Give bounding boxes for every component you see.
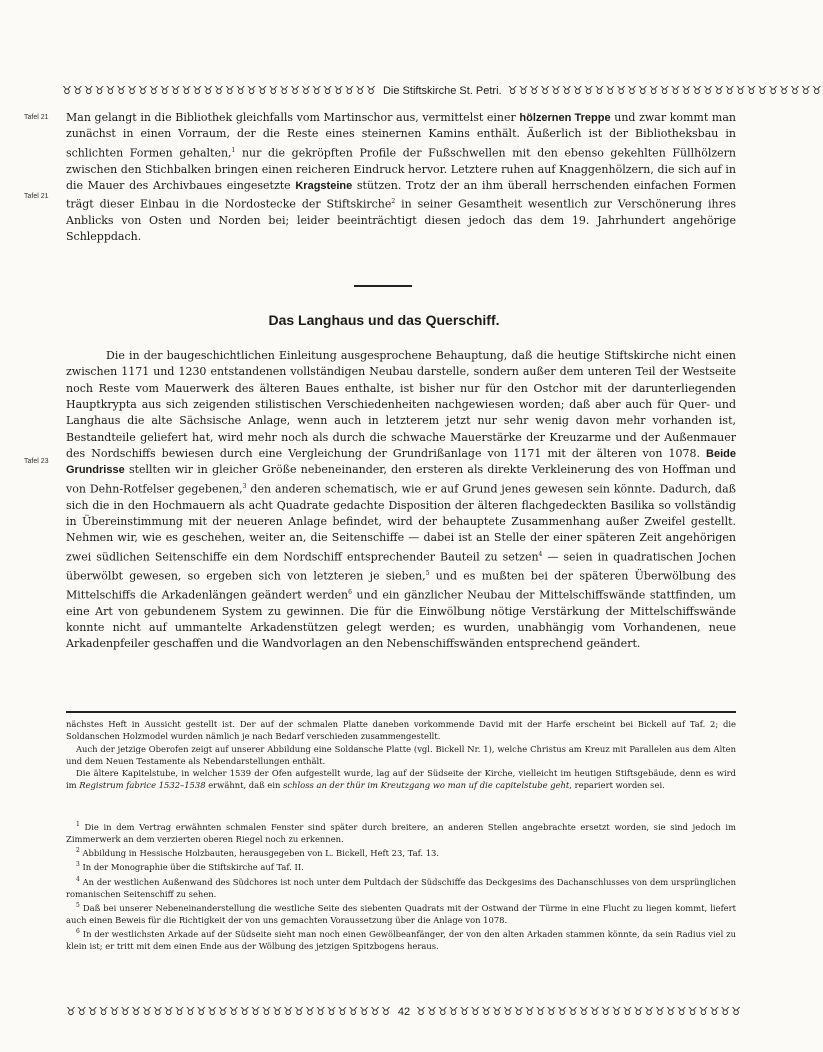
running-head-title: Die Stiftskirche St. Petri. [382,85,502,97]
footnote: $^4$ An der westlichen Außenwand des Südchores ist noch unter dem Pultdach der Südschiffe das Deckgesims des Dachanschlusses von dem ursprünglichen romanischen Seitenschiff zu sehen. [66,875,736,899]
emphasis: Kragsteine [295,179,353,192]
footnote-rule [66,711,736,713]
footer-ornament-left: ♉♉♉♉♉♉♉♉♉♉♉♉♉♉♉♉♉♉♉♉♉♉♉♉♉♉♉♉♉♉ [66,1005,392,1018]
footnote-ref: 5 [425,569,430,577]
emphasis: hölzernen Treppe [519,112,611,124]
footnote: $^2$ Abbildung in Hessische Holzbauten, herausgegeben von L. Bickell, Heft 23, Taf. 13. [76,847,440,859]
margin-note-plate: Tafel 23 [24,458,49,465]
header-ornament-left: ♉♉♉♉♉♉♉♉♉♉♉♉♉♉♉♉♉♉♉♉♉♉♉♉♉♉♉♉♉ [62,84,377,97]
footnote-text: nächstes Heft in Aussicht gestellt ist. Der auf der schmalen Platte daneben vorkommende David mit der Harfe erscheint bei Bickell auf Taf. 2; die Soldanschen Holzmodel wurden nämlich je nach Bedarf verschieden zusammengestellt. [66,719,736,742]
footnote-text: Auch der jetzige Oberofen zeigt auf unserer Abbildung eine Soldansche Platte (vgl. Bickell Nr. 1), welche Christus am Kreuz mit Parallelen aus dem Alten und dem Neuen Testamente als Nebendarstellungen enthält. [66,743,736,766]
section-title: Das Langhaus und das Querschiff. [268,312,500,328]
emphasis: Beide Grundrisse [66,448,736,477]
section-body: Die in der baugeschichtlichen Einleitung ausgesprochene Behauptung, daß die heutige Stiftskirche nicht einen zwischen 1171 und 1230 entstandenen vollständigen Neubau darstelle, sondern außer dem unteren Teil der Westseite noch Reste vom Mauerwerk des älteren Baues enthalte, ist bisher nur für den Ostchor mit der darunterliegenden Hauptkrypta aus sich zeigenden stilistischen Verschiedenheiten nachgewiesen worden; daß aber auch für Quer- und Langhaus die alte Sächsische Anlage, wenn auch in letzterem jetzt nur sehr wenig davon mehr vorhanden ist, Bestandteile geliefert hat, wird mehr noch als durch die schwache Mauerstärke der Kreuzarme und der Außenmauer des Nordschiffs bewiesen durch eine Vergleichung der Grundrißanlage von 1171 mit der älteren von 1078. Beide Grundrisse stellten wir in gleicher Größe nebeneinander, den ersteren als direkte Verkleinerung des von Hoffman und von Dehn-Rotfelser gegebenen,$^3$ den anderen schematisch, wie er auf Grund jenes gewesen sein könnte. Dadurch, daß sich die in den Hochmauern als acht Quadrate gedachte Disposition der älteren flachgedeckten Basilika so vollständig in Übereinstimmung mit der neueren Anlage befindet, wird der behauptete Zusammenhang außer Zweifel gestellt. Nehmen wir, wie es geschehen, weiter an, die Seitenschiffe — dabei ist an Stelle der einer späteren Zeit angehörigen zwei südlichen Seitenschiffe ein dem Nordschiff entsprechender Bauteil zu setzen$^4$ — seien in quadratischen Jochen überwölbt gewesen, so ergeben sich von letzteren je sieben,$^5$ und es mußten bei der späteren Überwölbung des Mittelschiffs die Arkadenlängen geändert werden$^6$ und ein gänzlicher Neubau der Mittelschiffswände stattfinden, um eine Art von gebundenem System zu gewinnen. Die für die Einwölbung nötige Verstärkung der Mittelschiffswände konnte nicht auf ummantelte Arkadenstützen gelegt werden; es wurden, unabhängig vom Vorhandenen, neue Arkadenpfeiler geschaffen und die Wandvorlagen an den Nebenschiffswänden entsprechend geändert. [66,349,737,651]
footnote-ref: 3 [242,482,247,490]
running-header [62,82,823,100]
margin-note-plate: Tafel 21 [24,193,49,200]
intro-paragraph: Man gelangt in die Bibliothek gleichfalls vom Martinschor aus, vermittelst einer hölzernen Treppe und zwar kommt man zunächst in einen Vorraum, der die Reste eines steinernen Kamins enthält. Äußerlich ist der Bibliotheksbau in schlichten Formen gehalten,$^1$ nur die gekröpften Profile der Fußschwellen mit den ebenso gekehlten Füllhölzern zwischen den Stichbalken bringen einen reicheren Eindruck hervor. Letztere ruhen auf Knaggenhölzern, die sich auf in die Mauer des Archivbaues eingesetzte Kragsteine stützen. Trotz der an ihm überall herrschenden einfachen Formen trägt dieser Einbau in die Nordostecke der Stiftskirche$^2$ in seiner Gesamtheit wesentlich zur Verschönerung ihres Anblicks von Osten und Norden bei; leider beeinträchtigt diesen jedoch das dem 19. Jahrhundert angehörige Schleppdach. [66,111,736,244]
footer-ornament-right: ♉♉♉♉♉♉♉♉♉♉♉♉♉♉♉♉♉♉♉♉♉♉♉♉♉♉♉♉♉♉ [416,1005,742,1018]
section-separator [354,285,412,287]
margin-note-plate: Tafel 21 [24,114,49,121]
footnote: $^6$ In der westlichsten Arkade auf der Südseite sieht man noch einen Gewölbeanfänger, der von den alten Arkaden stammen könnte, da sein Radius viel zu klein ist; er tritt mit dem einen Ende aus der Wölbung des jetzigen Spitzbogens heraus. [66,928,736,952]
page-number: 42 [397,1006,411,1018]
footnote: $^5$ Daß bei unserer Nebeneinanderstellung die westliche Seite des siebenten Quadrats mit der Ostwand der Türme in eine Flucht zu liegen kommt, liefert auch einen Beweis für die Richtigkeit der von uns gemachten Voraussetzung über die Anlage von 1078. [66,901,736,926]
footnote-ref: 4 [538,550,543,558]
footnote-ref: 6 [348,588,352,596]
header-ornament-right: ♉♉♉♉♉♉♉♉♉♉♉♉♉♉♉♉♉♉♉♉♉♉♉♉♉♉♉♉♉ [507,84,823,97]
footnote: $^1$ Die in dem Vertrag erwähnten schmalen Fenster sind später durch breitere, an anderen Stellen angebrachte ersetzt worden, sie sind jedoch im Zimmerwerk an dem verzierten oberen Riegel noch zu erkennen. [66,821,736,845]
footnote-list [66,819,736,953]
footnote-ref: 1 [231,146,236,154]
footnote-continuation [66,718,736,792]
footnote: $^3$ In der Monographie über die Stiftskirche auf Taf. II. [76,861,304,873]
page-footer [66,1004,742,1020]
footnote-ref: 2 [391,198,396,206]
footnote-text: Die ältere Kapitelstube, in welcher 1539 der Ofen aufgestellt wurde, lag auf der Südseite der Kirche, vielleicht im heutigen Stiftsgebäude, denn es wird im Registrum fabrice 1532–1538 erwähnt, daß ein schloss an der thür im Kreutzgang wo man uf die capitelstube geht, repariert worden sei. [66,768,736,791]
